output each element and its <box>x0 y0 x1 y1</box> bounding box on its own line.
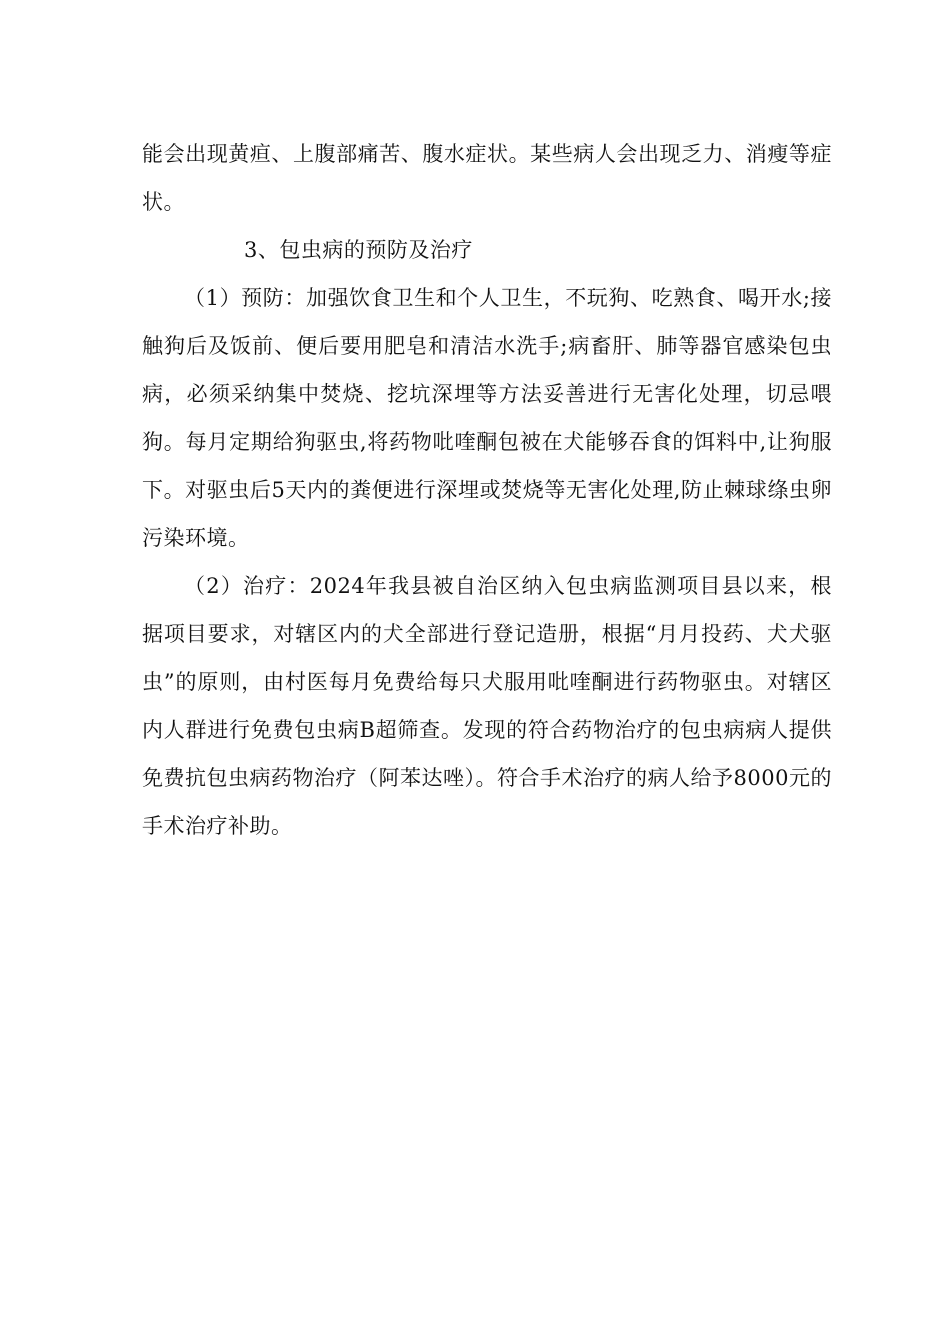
section-heading-prevention-treatment: 3、包虫病的预防及治疗 <box>244 238 473 262</box>
paragraph-symptoms-continued: 能会出现黄疸、上腹部痛苦、腹水症状。某些病人会出现乏力、消瘦等症状。 <box>142 142 832 214</box>
paragraph-prevention: （1）预防：加强饮食卫生和个人卫生，不玩狗、吃熟食、喝开水;接触狗后及饭前、便后要用肥皂和清洁水洗手;病畜肝、肺等器官感染包虫病，必须采纳集中焚烧、挖坑深埋等方法妥善进行无害化处理，切忌喂狗。每月定期给狗驱虫,将药物吡喹酮包被在犬能够吞食的饵料中,让狗服下。对驱虫后5天内的粪便进行深埋或焚烧等无害化处理,防止棘球绦虫卵污染环境。 <box>142 286 832 550</box>
document-body <box>142 130 832 850</box>
paragraph-treatment: （2）治疗：2024年我县被自治区纳入包虫病监测项目县以来，根据项目要求，对辖区内的犬全部进行登记造册，根据“月月投药、犬犬驱虫”的原则，由村医每月免费给每只犬服用吡喹酮进行药物驱虫。对辖区内人群进行免费包虫病B超筛查。发现的符合药物治疗的包虫病病人提供免费抗包虫病药物治疗（阿苯达唑）。符合手术治疗的病人给予8000元的手术治疗补助。 <box>142 574 832 838</box>
